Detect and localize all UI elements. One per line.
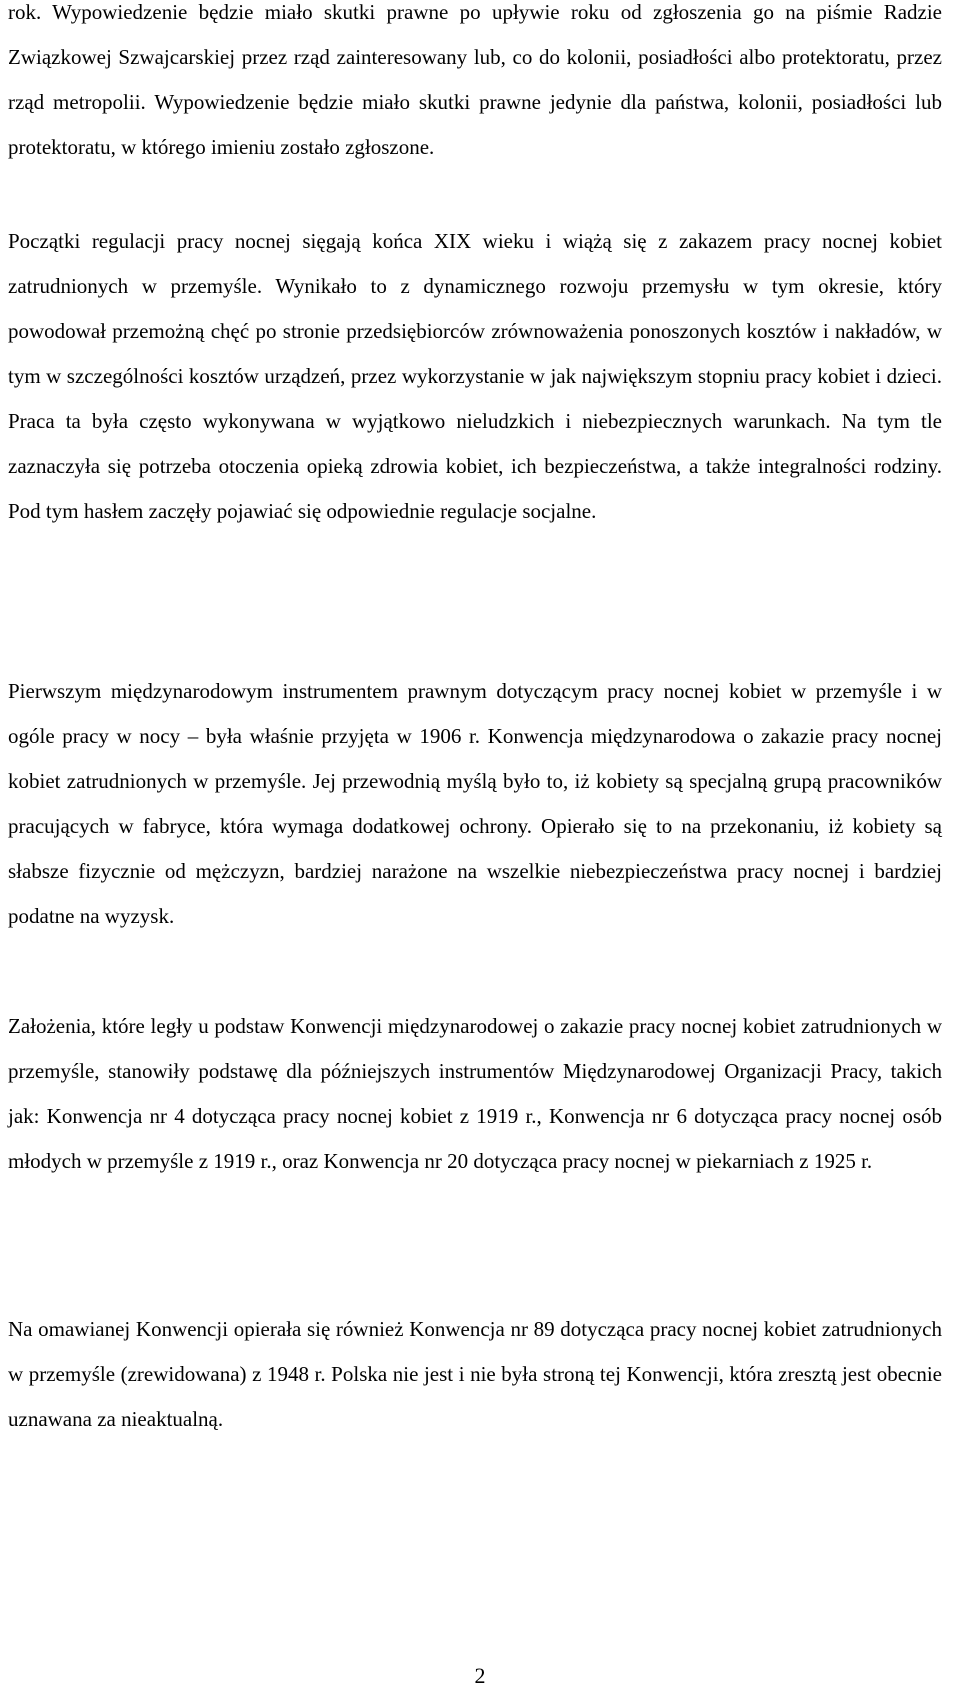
paragraph-4: Założenia, które legły u podstaw Konwencji międzynarodowej o zakazie pracy nocnej kobiet zatrudnionych w przemyśle, stanowiły podstawę dla późniejszych instrumentów Międzynarodowej Organizacji Pracy, takich jak: Konwencja nr 4 dotycząca pracy nocnej kobiet z 1919 r., Konwencja nr 6 dotycząca pracy nocnej osób młodych w przemyśle z 1919 r., oraz Konwencja nr 20 dotycząca pracy nocnej w piekarniach z 1925 r. xyxy=(8,1014,942,1173)
paragraph-5: Na omawianej Konwencji opierała się również Konwencja nr 89 dotycząca pracy nocnej kobiet zatrudnionych w przemyśle (zrewidowana) z 1948 r. Polska nie jest i nie była stroną tej Konwencji, która zresztą jest obecnie uznawana za nieaktualną. xyxy=(8,1317,942,1431)
paragraph-3: Pierwszym międzynarodowym instrumentem prawnym dotyczącym pracy nocnej kobiet w przemyśle i w ogóle pracy w nocy – była właśnie przyjęta w 1906 r. Konwencja międzynarodowa o zakazie pracy nocnej kobiet zatrudnionych w przemyśle. Jej przewodnią myślą było to, iż kobiety są specjalną grupą pracowników pracujących w fabryce, która wymaga dodatkowej ochrony. Opierało się to na przekonaniu, iż kobiety są słabsze fizycznie od mężczyzn, bardziej narażone na wszelkie niebezpieczeństwa pracy nocnej i bardziej podatne na wyzysk. xyxy=(8,679,942,928)
paragraph-1: rok. Wypowiedzenie będzie miało skutki prawne po upływie roku od zgłoszenia go na piśmie Radzie Związkowej Szwajcarskiej przez rząd zainteresowany lub, co do kolonii, posiadłości albo protektoratu, przez rząd metropolii. Wypowiedzenie będzie miało skutki prawne jedynie dla państwa, kolonii, posiadłości lub protektoratu, w którego imieniu zostało zgłoszone. xyxy=(8,0,942,159)
page-number: 2 xyxy=(474,1663,486,1688)
paragraph-2: Początki regulacji pracy nocnej sięgają końca XIX wieku i wiążą się z zakazem pracy nocnej kobiet zatrudnionych w przemyśle. Wynikało to z dynamicznego rozwoju przemysłu w tym okresie, który powodował przemożną chęć po stronie przedsiębiorców zrównoważenia ponoszonych kosztów i nakładów, w tym w szczególności kosztów urządzeń, przez wykorzystanie w jak największym stopniu pracy kobiet i dzieci. Praca ta była często wykonywana w wyjątkowo nieludzkich i niebezpiecznych warunkach. Na tym tle zaznaczyła się potrzeba otoczenia opieką zdrowia kobiet, ich bezpieczeństwa, a także integralności rodziny. Pod tym hasłem zaczęły pojawiać się odpowiednie regulacje socjalne. xyxy=(8,229,942,523)
